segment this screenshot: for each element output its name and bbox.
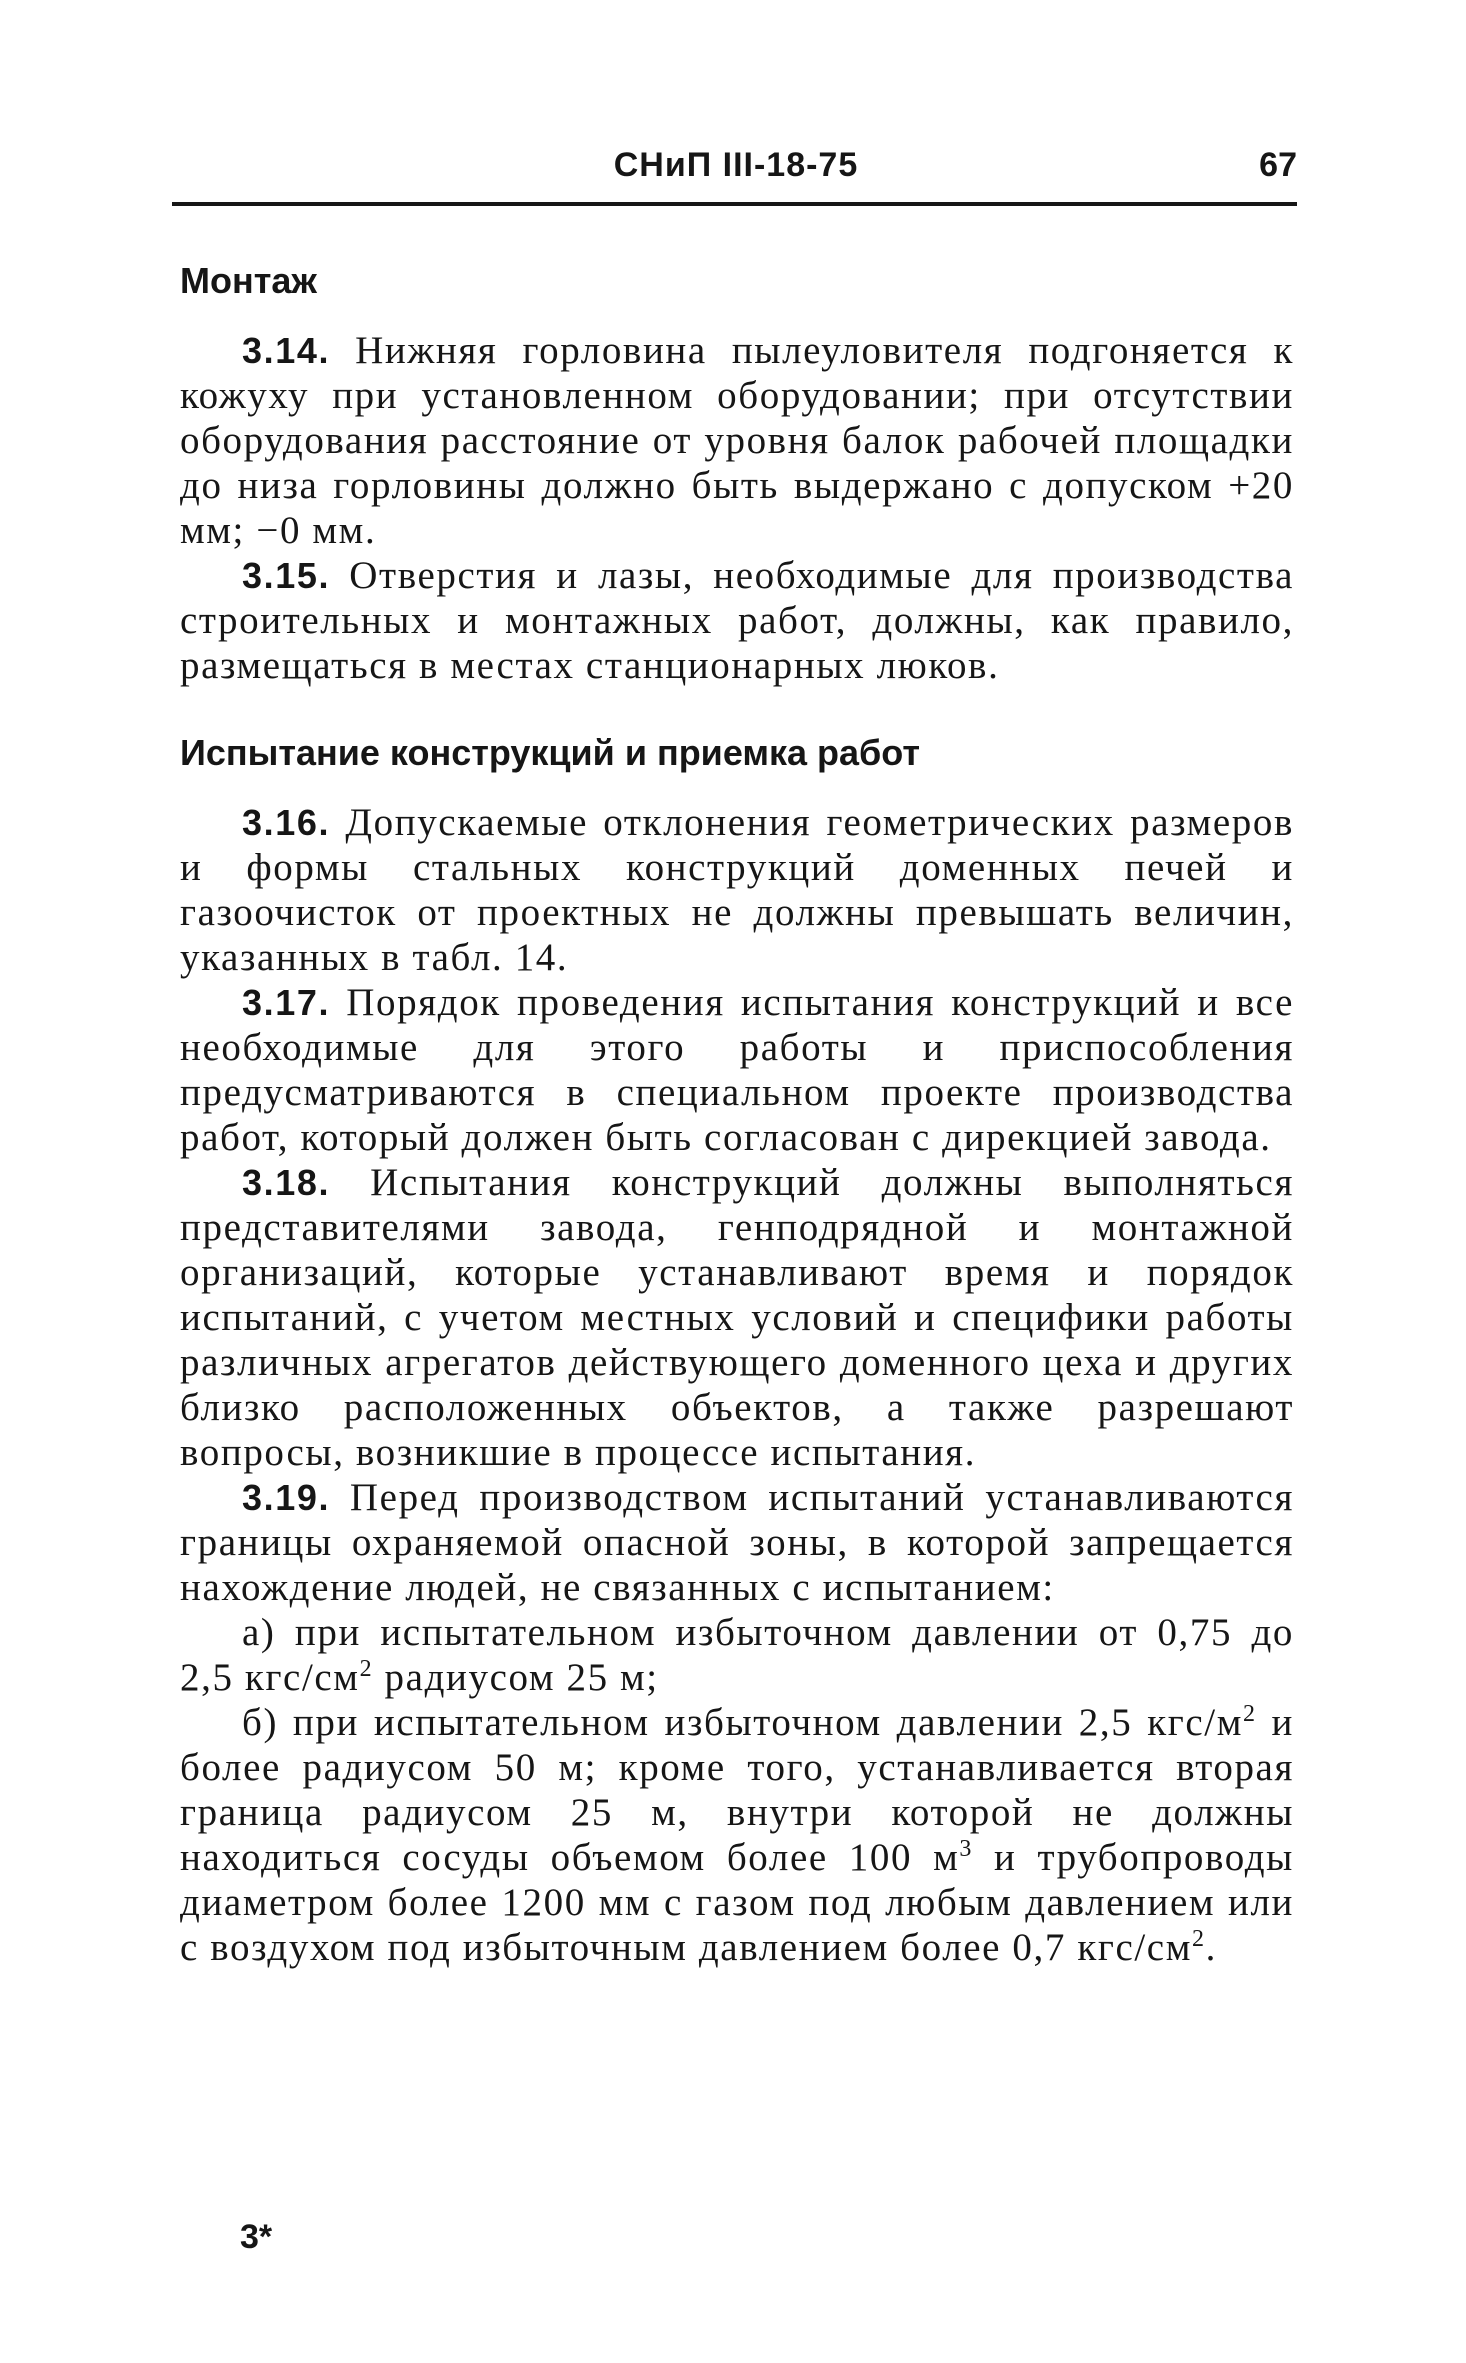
paragraph-3-18	[180, 1160, 1294, 1475]
superscript: 2	[1192, 1926, 1206, 1952]
section-heading-montage: Монтаж	[180, 260, 317, 301]
item-text: и трубопроводы диаметром более 1200 мм с газом под любым давлением или с воздухом под избыточным давлением более 0,7 кгс/см	[180, 1836, 1294, 1969]
paragraph-3-19	[180, 1475, 1294, 1610]
clause-number: 3.15.	[242, 555, 331, 596]
paragraph-3-14	[180, 328, 1294, 553]
superscript: 3	[959, 1836, 973, 1862]
list-item-a	[180, 1610, 1294, 1700]
clause-text: Порядок проведения испытания конструкций и все необходимые для этого работы и приспособления предусматриваются в специальном проекте производства работ, который должен быть согласован с дирекцией завода.	[180, 981, 1294, 1159]
item-text: радиусом 25 м;	[373, 1656, 659, 1699]
paragraph-3-17	[180, 980, 1294, 1160]
document-code: СНиП III-18-75	[613, 146, 859, 184]
clause-text: Перед производством испытаний устанавливаются границы охраняемой опасной зоны, в которой запрещается нахождение людей, не связанных с испытанием:	[180, 1476, 1294, 1609]
header-rule	[172, 202, 1297, 206]
clause-text: Испытания конструкций должны выполняться представителями завода, генподрядной и монтажной организаций, которые устанавливают время и порядок испытаний, с учетом местных условий и специфики работы различных агрегатов действующего доменного цеха и других близко расположенных объектов, а также разрешают вопросы, возникшие в процессе испытания.	[180, 1161, 1294, 1474]
superscript: 2	[359, 1656, 374, 1682]
item-text: и более радиусом 50 м; кроме того, устанавливается вторая граница радиусом 25 м, внутри которой не должны находиться сосуды объемом более 100 м	[180, 1701, 1295, 1879]
item-text: а) при испытательном избыточном давлении от 0,75 до 2,5 кгс/см	[180, 1611, 1294, 1699]
page-header	[175, 146, 1297, 194]
clause-number: 3.19.	[242, 1477, 331, 1518]
paragraph-3-15	[180, 553, 1294, 688]
item-text: .	[1205, 1926, 1217, 1969]
page-number: 67	[1259, 146, 1297, 184]
item-text: б) при испытательном избыточном давлении 2,5 кгс/м	[242, 1701, 1244, 1744]
paragraph-3-16	[180, 800, 1294, 980]
clause-number: 3.16.	[242, 802, 331, 843]
clause-text: Допускаемые отклонения геометрических размеров и формы стальных конструкций доменных печей и газоочисток от проектных не должны превышать величин, указанных в табл. 14.	[180, 801, 1294, 979]
superscript: 2	[1243, 1701, 1257, 1727]
clause-text: Нижняя горловина пылеуловителя подгоняется к кожуху при установленном оборудовании; при отсутствии оборудования расстояние от уровня балок рабочей площадки до низа горловины должно быть выдержано с допуском +20 мм; −0 мм.	[180, 329, 1294, 552]
page-content	[180, 258, 1294, 1970]
clause-number: 3.17.	[242, 982, 331, 1023]
clause-number: 3.18.	[242, 1162, 331, 1203]
clause-number: 3.14.	[242, 330, 331, 371]
signature-mark: 3*	[240, 2218, 273, 2256]
clause-text: Отверстия и лазы, необходимые для производства строительных и монтажных работ, должны, как правило, размещаться в местах станционарных люков.	[180, 554, 1294, 687]
section-heading-tests: Испытание конструкций и приемка работ	[180, 732, 921, 773]
list-item-b	[180, 1700, 1294, 1970]
